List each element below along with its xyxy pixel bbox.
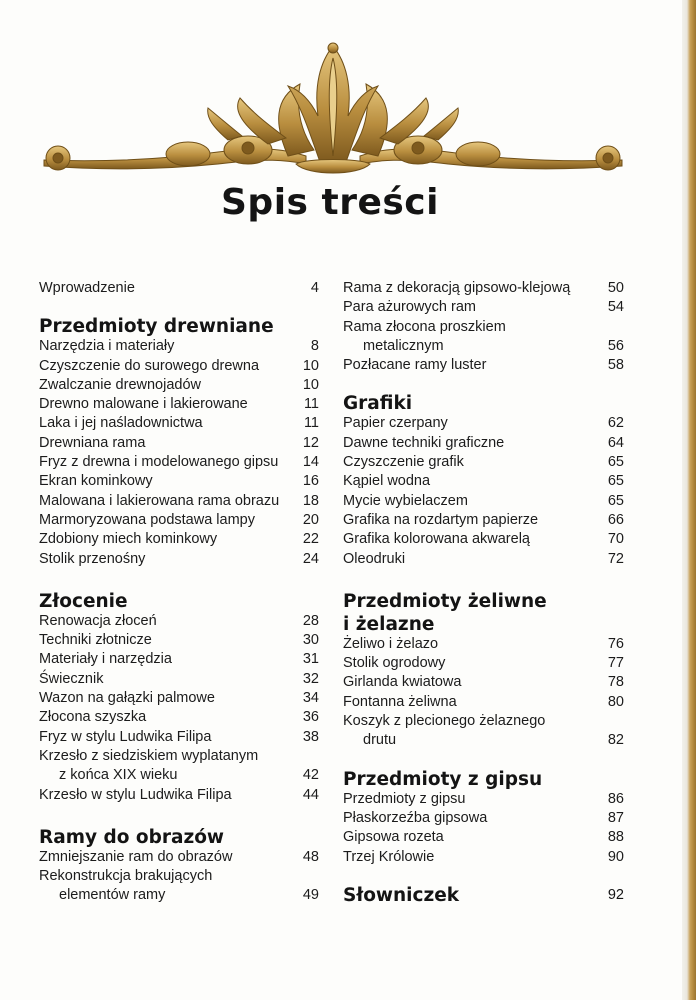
section-heading-label: Złocenie	[39, 590, 128, 612]
toc-entry[interactable]	[343, 530, 624, 549]
page-number: 28	[302, 612, 319, 629]
page-number: 58	[607, 357, 624, 374]
page-number: 62	[607, 415, 624, 432]
section-heading-label: Słowniczek	[343, 884, 460, 906]
toc-entry-label: Techniki złotnicze	[39, 632, 152, 649]
toc-entry[interactable]	[343, 414, 624, 433]
section-spacer	[343, 867, 624, 883]
toc-entry-label: Rama z dekoracją gipsowo-klejową	[343, 280, 571, 296]
toc-entry[interactable]	[39, 867, 319, 886]
toc-entry-label: Zdobiony miech kominkowy	[39, 531, 218, 548]
page-number: 54	[607, 299, 624, 316]
page-number: 88	[607, 829, 624, 846]
page-number: 50	[607, 280, 624, 296]
section-heading	[343, 393, 624, 414]
toc-entry-label: Materiały i narzędzia	[39, 651, 172, 668]
toc-entry-label: Świecznik	[39, 670, 104, 687]
toc-entry-label: Narzędzia i materiały	[39, 338, 175, 355]
toc-entry-label: Marmoryzowana podstawa lampy	[39, 511, 255, 528]
book-page-edge	[682, 0, 696, 1000]
section-heading	[39, 827, 319, 848]
section-heading	[343, 885, 624, 906]
toc-entry[interactable]	[343, 654, 624, 673]
toc-entry[interactable]	[39, 337, 319, 356]
toc-entry-label: Papier czerpany	[343, 415, 448, 432]
page-number: 65	[607, 473, 624, 490]
page-number: 10	[302, 376, 319, 393]
page-number: 49	[302, 887, 319, 904]
page-number: 8	[310, 338, 319, 355]
toc-entry[interactable]	[343, 492, 624, 511]
section-spacer	[343, 751, 624, 767]
section-heading	[343, 769, 624, 790]
page-number: 90	[607, 848, 624, 865]
page-number: 44	[302, 786, 319, 803]
section-heading-label: Przedmioty z gipsu	[343, 768, 543, 790]
toc-entry[interactable]	[343, 673, 624, 692]
toc-entry[interactable]	[39, 631, 319, 650]
page-number: 64	[607, 434, 624, 451]
toc-entry[interactable]	[39, 357, 319, 376]
toc-entry-label: z końca XIX wieku	[59, 767, 178, 784]
toc-entry-label: drutu	[363, 732, 397, 749]
toc-entry[interactable]	[343, 434, 624, 453]
toc-entry[interactable]	[39, 766, 319, 785]
toc-entry-label: Płaskorzeźba gipsowa	[343, 809, 488, 826]
section-spacer	[39, 298, 319, 314]
toc-entry-label: Fryz z drewna i modelowanego gipsu	[39, 454, 279, 471]
toc-entry[interactable]	[39, 708, 319, 727]
toc-entry-label: Grafika na rozdartym papierze	[343, 511, 539, 528]
toc-entry-label: metalicznym	[363, 337, 444, 354]
toc-entry-label: Zmniejszanie ram do obrazów	[39, 848, 233, 865]
toc-entry[interactable]	[39, 530, 319, 549]
toc-entry[interactable]	[39, 550, 319, 569]
page-number: 56	[607, 337, 624, 354]
page-number: 4	[310, 280, 319, 296]
page-number: 10	[302, 357, 319, 374]
toc-entry[interactable]	[343, 731, 624, 750]
page-number: 14	[302, 454, 319, 471]
page-number: 66	[607, 511, 624, 528]
toc-entry-label: elementów ramy	[59, 887, 166, 904]
toc-entry-label: Fontanna żeliwna	[343, 693, 457, 710]
toc-entry[interactable]	[39, 434, 319, 453]
toc-entry-label: Kąpiel wodna	[343, 473, 431, 490]
page-number: 82	[607, 732, 624, 749]
page-number: 31	[302, 651, 319, 668]
toc-entry-label: Dawne techniki graficzne	[343, 434, 505, 451]
page-number: 32	[302, 670, 319, 687]
toc-entry-label: Krzesło z siedziskiem wyplatanym	[39, 747, 259, 764]
toc-entry[interactable]	[39, 511, 319, 530]
section-heading	[39, 316, 319, 337]
toc-entry[interactable]	[39, 414, 319, 433]
toc-entry[interactable]	[343, 453, 624, 472]
toc-entry-label: Stolik przenośny	[39, 550, 146, 567]
toc-entry[interactable]	[39, 612, 319, 631]
toc-entry[interactable]	[343, 550, 624, 569]
toc-entry-label: Ekran kominkowy	[39, 473, 153, 490]
page-number: 11	[303, 396, 319, 413]
toc-entry[interactable]	[343, 712, 624, 731]
page-number: 18	[302, 492, 319, 509]
toc-entry-label: Koszyk z plecionego żelaznego	[343, 713, 546, 730]
toc-entry[interactable]	[343, 693, 624, 712]
section-heading-label: Przedmioty drewniane	[39, 316, 274, 338]
page-number: 70	[607, 531, 624, 548]
toc-entry[interactable]	[39, 689, 319, 708]
section-heading	[343, 614, 624, 635]
page-number: 30	[302, 632, 319, 649]
page-number: 80	[607, 693, 624, 710]
toc-entry[interactable]	[39, 747, 319, 766]
toc-entry[interactable]	[343, 511, 624, 530]
toc-entry-label: Drewno malowane i lakierowane	[39, 396, 248, 413]
toc-entry[interactable]	[39, 848, 319, 867]
toc-entry[interactable]	[343, 337, 624, 356]
toc-entry-label: Gipsowa rozeta	[343, 829, 444, 846]
page-number: 22	[302, 531, 319, 548]
page-number: 34	[302, 690, 319, 707]
page-number: 87	[607, 809, 624, 826]
page-number: 86	[607, 790, 624, 807]
toc-entry-label: Przedmioty z gipsu	[343, 790, 466, 807]
page-number: 20	[302, 511, 319, 528]
section-heading-label: Przedmioty żeliwne	[343, 590, 547, 612]
toc-entry-label: Wazon na gałązki palmowe	[39, 690, 215, 707]
toc-entry[interactable]	[343, 472, 624, 491]
page-number: 42	[302, 767, 319, 784]
toc-entry-label: Para ażurowych ram	[343, 299, 476, 316]
page-number: 24	[302, 550, 319, 567]
toc-entry-label: Stolik ogrodowy	[343, 655, 446, 672]
toc-entry[interactable]	[39, 395, 319, 414]
section-spacer	[343, 375, 624, 391]
toc-entry[interactable]	[39, 650, 319, 669]
toc-entry-label: Czyszczenie grafik	[343, 454, 464, 471]
toc-entry-label: Wprowadzenie	[39, 280, 135, 296]
toc-entry-label: Rekonstrukcja brakujących	[39, 868, 213, 885]
toc-entry[interactable]	[343, 279, 624, 298]
gilded-ornament	[38, 38, 628, 188]
section-spacer	[39, 805, 319, 825]
page-number: 72	[607, 550, 624, 567]
toc-entry-label: Oleodruki	[343, 550, 406, 567]
toc-entry[interactable]	[343, 356, 624, 375]
toc-entry[interactable]	[39, 492, 319, 511]
toc-entry[interactable]	[343, 318, 624, 337]
toc-entry[interactable]	[39, 279, 319, 298]
page-number: 65	[607, 454, 624, 471]
toc-entry[interactable]	[39, 786, 319, 805]
toc-entry-label: Laka i jej naśladownictwa	[39, 415, 203, 432]
toc-entry-label: Zwalczanie drewnojadów	[39, 376, 201, 393]
toc-entry[interactable]	[343, 848, 624, 867]
page-number: 36	[302, 709, 319, 726]
toc-right-column	[343, 279, 624, 906]
toc-entry-label: Fryz w stylu Ludwika Filipa	[39, 728, 212, 745]
toc-entry[interactable]	[39, 670, 319, 689]
page-number: 92	[607, 886, 624, 903]
page-number: 11	[303, 415, 319, 432]
toc-entry[interactable]	[343, 809, 624, 828]
toc-entry-label: Drewniana rama	[39, 434, 146, 451]
toc-entry[interactable]	[39, 376, 319, 395]
page-number: 16	[302, 473, 319, 490]
toc-entry[interactable]	[39, 728, 319, 747]
toc-entry[interactable]	[343, 298, 624, 317]
toc-entry[interactable]	[39, 472, 319, 491]
toc-entry-label: Żeliwo i żelazo	[343, 635, 439, 652]
page-number: 65	[607, 492, 624, 509]
toc-entry-label: Mycie wybielaczem	[343, 492, 468, 509]
toc-entry-label: Rama złocona proszkiem	[343, 318, 506, 335]
toc-entry-label: Grafika kolorowana akwarelą	[343, 531, 530, 548]
section-spacer	[39, 569, 319, 589]
toc-entry-label: Złocona szyszka	[39, 709, 147, 726]
toc-entry[interactable]	[39, 886, 319, 905]
section-heading	[39, 591, 319, 612]
toc-entry[interactable]	[343, 790, 624, 809]
toc-entry-label: Pozłacane ramy luster	[343, 357, 487, 374]
toc-entry-label: Malowana i lakierowana rama obrazu	[39, 492, 280, 509]
page-title: Spis treści	[221, 182, 439, 223]
toc-entry-label: Krzesło w stylu Ludwika Filipa	[39, 786, 232, 803]
page-number: 76	[607, 635, 624, 652]
toc-entry-label: Girlanda kwiatowa	[343, 674, 462, 691]
page-number: 48	[302, 848, 319, 865]
toc-entry[interactable]	[343, 635, 624, 654]
section-heading-label: i żelazne	[343, 613, 435, 635]
section-heading	[343, 591, 624, 612]
toc-entry[interactable]	[343, 828, 624, 847]
toc-entry-label: Trzej Królowie	[343, 848, 435, 865]
toc-left-column	[39, 279, 319, 906]
page-number: 78	[607, 674, 624, 691]
section-heading-label: Grafiki	[343, 393, 413, 415]
toc-entry[interactable]	[39, 453, 319, 472]
page-number: 38	[302, 728, 319, 745]
page-number: 77	[607, 655, 624, 672]
section-spacer	[343, 569, 624, 589]
toc-entry-label: Renowacja złoceń	[39, 612, 157, 629]
section-heading-label: Ramy do obrazów	[39, 826, 225, 848]
page-number: 12	[302, 434, 319, 451]
toc-entry-label: Czyszczenie do surowego drewna	[39, 357, 260, 374]
